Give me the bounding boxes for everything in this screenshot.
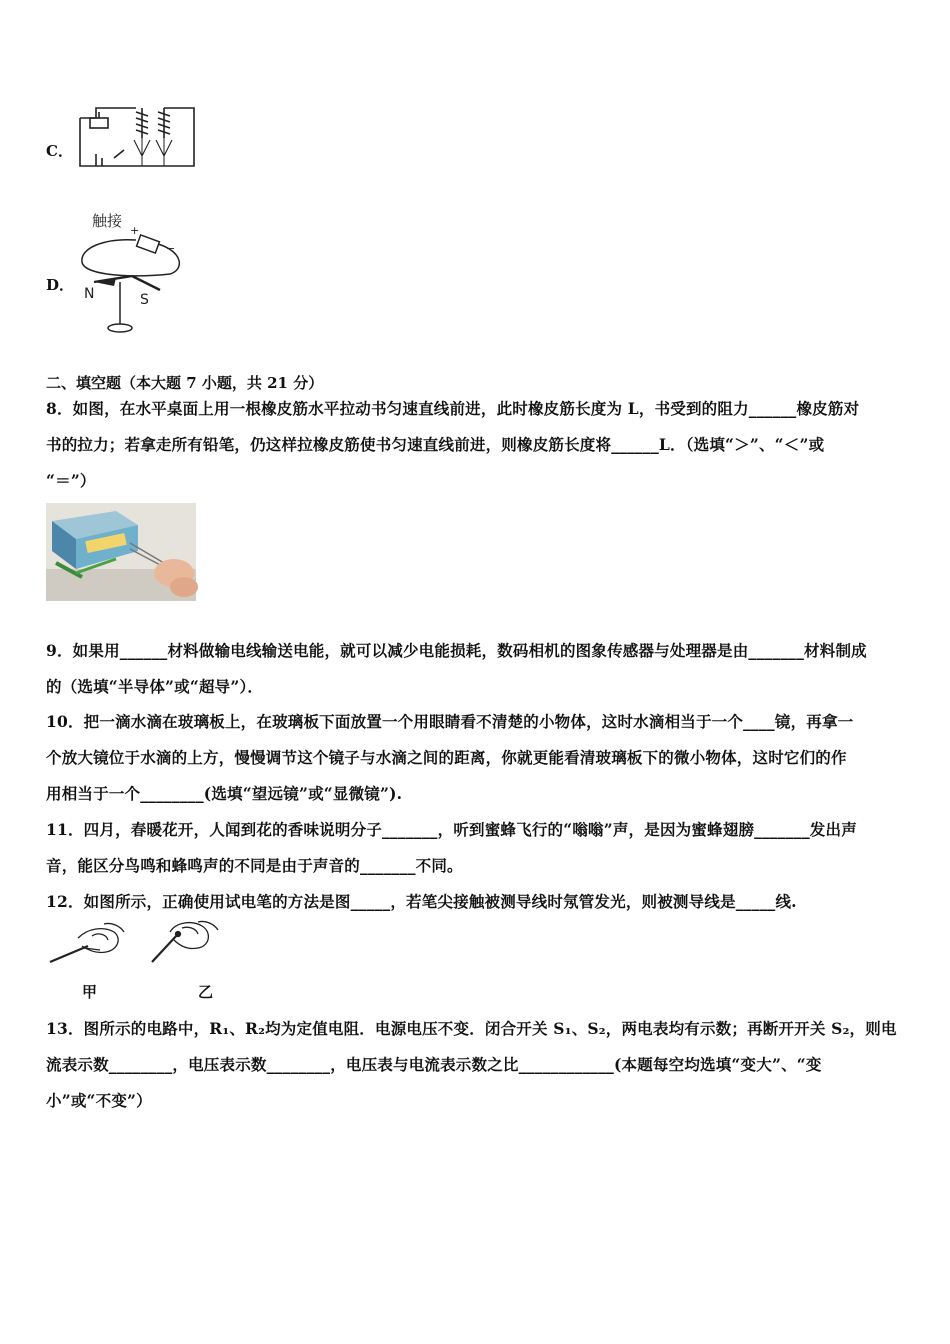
minus-sign: −: [166, 242, 176, 255]
q12-label-jia: 甲: [82, 983, 98, 1001]
north-label: N: [84, 286, 95, 302]
q8-book-photo: [46, 503, 196, 601]
touch-text: 触接: [92, 212, 123, 230]
option-c-circuit-figure: [76, 98, 200, 174]
south-label: S: [140, 292, 149, 308]
q12-pen-jia-figure: [48, 920, 126, 966]
q8-line2: 书的拉力；若拿走所有铅笔，仍这样拉橡皮筋使书匀速直线前进，则橡皮筋长度将______L．（选填“＞”、“＜”或: [46, 435, 825, 454]
q8-line3: “＝”）: [46, 471, 96, 490]
q9-line1: 9．如果用______材料做输电线输送电能，就可以减少电能损耗，数码相机的图象传感器与处理器是由_______材料制成: [46, 641, 867, 660]
q9-line2: 的（选填“半导体”或“超导”）．: [46, 677, 264, 696]
q11-line1: 11．四月，春暖花开，人闻到花的香味说明分子_______，听到蜜蜂飞行的“嗡嗡”声，是因为蜜蜂翅膀_______发出声: [46, 820, 857, 839]
option-d-oersted-figure: [74, 204, 186, 338]
q8-line1: 8．如图，在水平桌面上用一根橡皮筋水平拉动书匀速直线前进，此时橡皮筋长度为 L，书受到的阻力______橡皮筋对: [46, 399, 860, 418]
option-d-label: D．: [46, 276, 75, 294]
section-heading: 二、填空题（本大题 7 小题，共 21 分）: [46, 374, 324, 392]
q10-line3: 用相当于一个________(选填“望远镜”或“显微镜”).: [46, 784, 403, 803]
q10-line1: 10．把一滴水滴在玻璃板上，在玻璃板下面放置一个用眼睛看不清楚的小物体，这时水滴相当于一个____镜，再拿一: [46, 712, 854, 731]
q10-line2: 个放大镜位于水滴的上方，慢慢调节这个镜子与水滴之间的距离，你就更能看清玻璃板下的微小物体，这时它们的作: [46, 748, 847, 767]
option-c-label: C．: [46, 142, 73, 160]
plus-sign: +: [130, 224, 140, 237]
q11-line2: 音，能区分鸟鸣和蜂鸣声的不同是由于声音的_______不同。: [46, 856, 463, 875]
q13-line3: 小”或“不变”）: [46, 1091, 152, 1110]
q13-line1: 13．图所示的电路中，R₁、R₂均为定值电阻．电源电压不变．闭合开关 S₁、S₂，两电表均有示数；再断开开关 S₂，则电: [46, 1019, 897, 1038]
q12-pen-yi-figure: [148, 920, 220, 966]
q12-label-yi: 乙: [198, 983, 214, 1001]
q13-line2: 流表示数________，电压表示数________，电压表与电流表示数之比____________(本题每空均选填“变大”、“变: [46, 1055, 822, 1074]
q12-line1: 12．如图所示，正确使用试电笔的方法是图_____，若笔尖接触被测导线时氖管发光，则被测导线是_____线.: [46, 892, 797, 911]
